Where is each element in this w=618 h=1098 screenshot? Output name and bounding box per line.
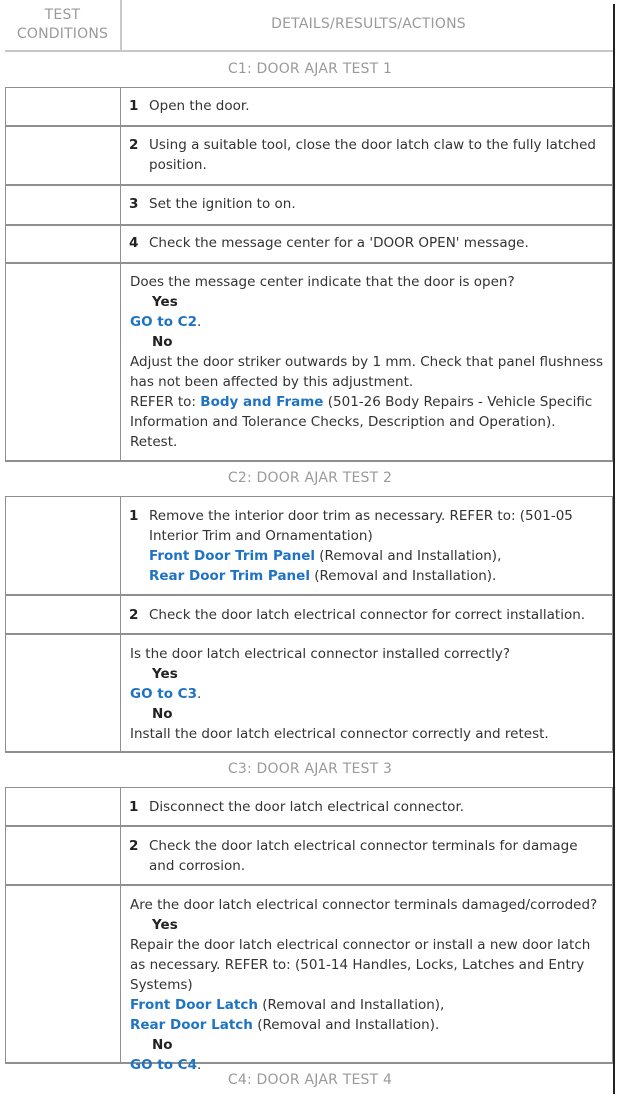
yes-label: Yes <box>152 294 178 310</box>
action-text: Adjust the door striker outwards by 1 mm. Check that panel flushness has not been affected by this adjustment. <box>130 354 604 390</box>
table-row <box>5 225 613 264</box>
rear-door-trim-panel-link[interactable]: Rear Door Trim Panel <box>149 568 310 584</box>
step-item: 2 Check the door latch electrical connector for correct installation. <box>129 607 586 623</box>
header-test-conditions: TEST CONDITIONS <box>5 0 122 50</box>
question-text: Does the message center indicate that the door is open? <box>130 274 515 290</box>
yes-label: Yes <box>152 917 178 933</box>
table-row <box>5 496 613 596</box>
body-and-frame-link[interactable]: Body and Frame <box>200 394 324 410</box>
table-header <box>5 0 615 52</box>
table-row <box>5 126 613 186</box>
section-title-c4: C4: DOOR AJAR TEST 4 <box>227 1072 393 1088</box>
table-row <box>5 826 613 886</box>
table-row <box>5 185 613 226</box>
table-row: Are the door latch electrical connector terminals damaged/corroded? Yes Repair the door latch electrical connector or install a new door latch as necessary. REFER to: (501-14 Handles, Locks, Latches and Entry Systems) Front Door Latch (Removal and Installation), Rear Door Latch (Removal and Installation). No GO to C4. <box>5 885 613 1064</box>
table-row <box>5 787 613 827</box>
action-text: Install the door latch electrical connector correctly and retest. <box>130 726 549 742</box>
table-right-border <box>613 4 615 1094</box>
no-label: No <box>152 334 173 350</box>
go-to-c3-link[interactable]: GO to C3 <box>130 686 197 702</box>
retest-text: Retest. <box>130 434 178 450</box>
step-item: 2 Using a suitable tool, close the door latch claw to the fully latched position. <box>129 137 596 173</box>
rear-door-latch-link[interactable]: Rear Door Latch <box>130 1017 253 1033</box>
section-title-c3: C3: DOOR AJAR TEST 3 <box>227 761 393 777</box>
go-to-c4-link[interactable]: GO to C4 <box>130 1057 197 1073</box>
step-item: 2 Check the door latch electrical connector terminals for damage and corrosion. <box>129 838 578 874</box>
step-item: 1 Disconnect the door latch electrical connector. <box>129 799 465 815</box>
table-row: Does the message center indicate that the door is open? Yes GO to C2. No Adjust the door striker outwards by 1 mm. Check that panel flushness has not been affected by this adjustment. REFER to: Body and Frame (501-26 Body Repairs - Vehicle Specific Information and Tolerance Checks, Description and Operation). Retest. <box>5 263 613 462</box>
yes-label: Yes <box>152 666 178 682</box>
action-text: Repair the door latch electrical connector or install a new door latch as necessary. REFER to: (501-14 Handles, Locks, Latches and Entry Systems) <box>130 937 591 993</box>
go-to-c2-link[interactable]: GO to C2 <box>130 314 197 330</box>
no-label: No <box>152 706 173 722</box>
step-item: 1 Remove the interior door trim as necessary. REFER to: (501-05 Interior Trim and Ornamentation) Front Door Trim Panel (Removal and Installation), Rear Door Trim Panel (Removal and Installation). <box>129 508 573 584</box>
step-item: 1 Open the door. <box>129 98 250 114</box>
table-row: Is the door latch electrical connector installed correctly? Yes GO to C3. No Install the door latch electrical connector correctly and retest. <box>5 634 613 753</box>
question-text: Are the door latch electrical connector terminals damaged/corroded? <box>130 897 598 913</box>
front-door-latch-link[interactable]: Front Door Latch <box>130 997 258 1013</box>
front-door-trim-panel-link[interactable]: Front Door Trim Panel <box>149 548 315 564</box>
header-details: DETAILS/RESULTS/ACTIONS <box>271 16 466 32</box>
section-title-c2: C2: DOOR AJAR TEST 2 <box>227 470 393 486</box>
no-label: No <box>152 1037 173 1053</box>
step-item: 3 Set the ignition to on. <box>129 196 296 212</box>
table-row <box>5 87 613 127</box>
table-row <box>5 595 613 635</box>
step-item: 4 Check the message center for a 'DOOR OPEN' message. <box>129 235 529 251</box>
refer-text: REFER to: Body and Frame (501-26 Body Repairs - Vehicle Specific Information and Tolerance Checks, Description and Operation). <box>130 394 593 430</box>
section-title-c1: C1: DOOR AJAR TEST 1 <box>227 61 393 77</box>
question-text: Is the door latch electrical connector installed correctly? <box>130 646 511 662</box>
diagnostic-table <box>5 0 615 1098</box>
